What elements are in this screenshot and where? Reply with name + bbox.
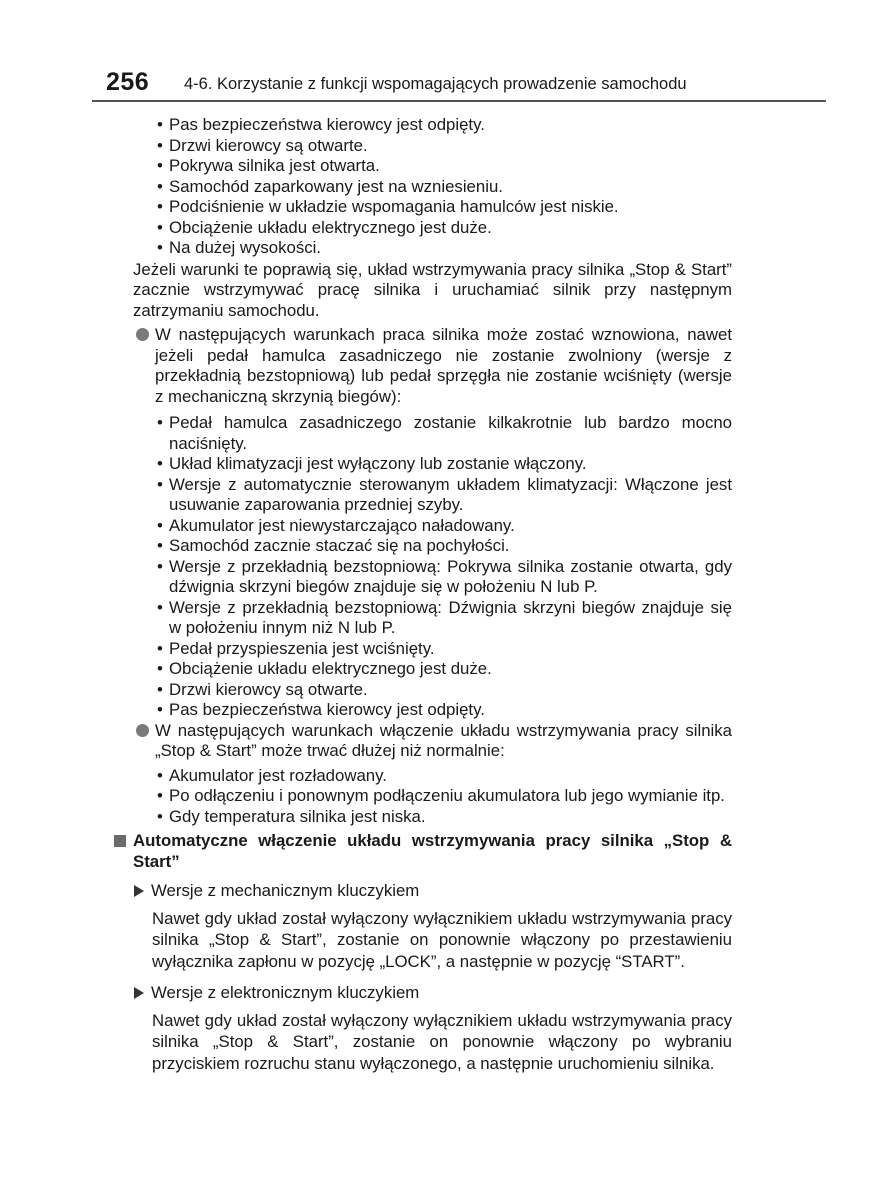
mechanical-key-title: Wersje z mechanicznym kluczykiem <box>151 881 420 900</box>
conditions-list <box>157 115 732 259</box>
electronic-key-heading <box>133 983 880 1004</box>
list-item: • Samochód zaparkowany jest na wzniesieniu. <box>157 177 732 198</box>
list-item: • Samochód zacznie staczać się na pochyłości. <box>157 536 732 557</box>
restart-note <box>134 325 732 407</box>
square-bullet-icon <box>114 835 126 847</box>
list-item: • Gdy temperatura silnika jest niska. <box>157 807 732 828</box>
chapter-title: 4-6. Korzystanie z funkcji wspomagających prowadzenie samochodu <box>184 75 687 93</box>
triangle-bullet-icon <box>134 885 144 897</box>
header-rule <box>92 100 826 102</box>
list-item: • Wersje z przekładnią bezstopniową: Dźwignia skrzyni biegów znajduje się w położeniu innym niż N lub P. <box>157 598 732 639</box>
longer-note-text: W następujących warunkach włączenie układu wstrzymywania pracy silnika „Stop & Start” może trwać dłużej niż normalnie: <box>155 720 732 760</box>
list-item: • Pedał hamulca zasadniczego zostanie kilkakrotnie lub bardzo mocno naciśnięty. <box>157 413 732 454</box>
list-item: • Wersje z przekładnią bezstopniową: Pokrywa silnika zostanie otwarta, gdy dźwignia skrzyni biegów znajduje się w położeniu N lub P. <box>157 557 732 598</box>
circle-bullet-icon <box>136 724 149 737</box>
list-item: • Pas bezpieczeństwa kierowcy jest odpięty. <box>157 115 732 136</box>
list-item: • Na dużej wysokości. <box>157 238 732 259</box>
page-content <box>0 115 880 1074</box>
list-item: • Drzwi kierowcy są otwarte. <box>157 680 732 701</box>
page-header <box>92 66 828 102</box>
list-item: • Akumulator jest rozładowany. <box>157 766 732 787</box>
list-item: • Obciążenie układu elektrycznego jest duże. <box>157 659 732 680</box>
electronic-key-paragraph: Nawet gdy układ został wyłączony wyłącznikiem układu wstrzymywania pracy silnika „Stop & Start”, zostanie on ponownie włączony po wybraniu przyciskiem rozruchu stanu wyłączonego, a następnie uruchomieniu silnika. <box>152 1010 732 1073</box>
list-item: • Obciążenie układu elektrycznego jest duże. <box>157 218 732 239</box>
mechanical-key-heading <box>133 881 880 902</box>
section-heading <box>113 831 732 872</box>
longer-conditions-list <box>157 766 732 828</box>
section-heading-text: Automatyczne włączenie układu wstrzymywania pracy silnika „Stop & Start” <box>133 831 732 871</box>
list-item: • Akumulator jest niewystarczająco naładowany. <box>157 516 732 537</box>
electronic-key-title: Wersje z elektronicznym kluczykiem <box>151 983 420 1002</box>
restart-note-text: W następujących warunkach praca silnika może zostać wznowiona, nawet jeżeli pedał hamulca zasadniczego nie zostanie zwolniony (wersje z przekładnią bezstopniową) lub pedał sprzęgła nie zostanie wciśnięty (wersje z mechaniczną skrzynią biegów): <box>155 325 732 406</box>
list-item: • Po odłączeniu i ponownym podłączeniu akumulatora lub jego wymianie itp. <box>157 786 732 807</box>
page-number: 256 <box>106 68 150 96</box>
conditions-paragraph: Jeżeli warunki te poprawią się, układ wstrzymywania pracy silnika „Stop & Start” zacznie wstrzymywać pracę silnika i uruchamiać silnik przy następnym zatrzymaniu samochodu. <box>133 259 732 320</box>
restart-conditions-list <box>157 413 732 721</box>
list-item: • Układ klimatyzacji jest wyłączony lub zostanie włączony. <box>157 454 732 475</box>
circle-bullet-icon <box>136 328 149 341</box>
list-item: • Pokrywa silnika jest otwarta. <box>157 156 732 177</box>
triangle-bullet-icon <box>134 987 144 999</box>
mechanical-key-paragraph: Nawet gdy układ został wyłączony wyłącznikiem układu wstrzymywania pracy silnika „Stop & Start”, zostanie on ponownie włączony po przestawieniu wyłącznika zapłonu w pozycję „LOCK”, a następnie w pozycję “START”. <box>152 908 732 971</box>
longer-note <box>134 721 732 762</box>
list-item: • Wersje z automatycznie sterowanym układem klimatyzacji: Włączone jest usuwanie zaparowania przedniej szyby. <box>157 475 732 516</box>
list-item: • Pedał przyspieszenia jest wciśnięty. <box>157 639 732 660</box>
list-item: • Pas bezpieczeństwa kierowcy jest odpięty. <box>157 700 732 721</box>
list-item: • Drzwi kierowcy są otwarte. <box>157 136 732 157</box>
list-item: • Podciśnienie w układzie wspomagania hamulców jest niskie. <box>157 197 732 218</box>
